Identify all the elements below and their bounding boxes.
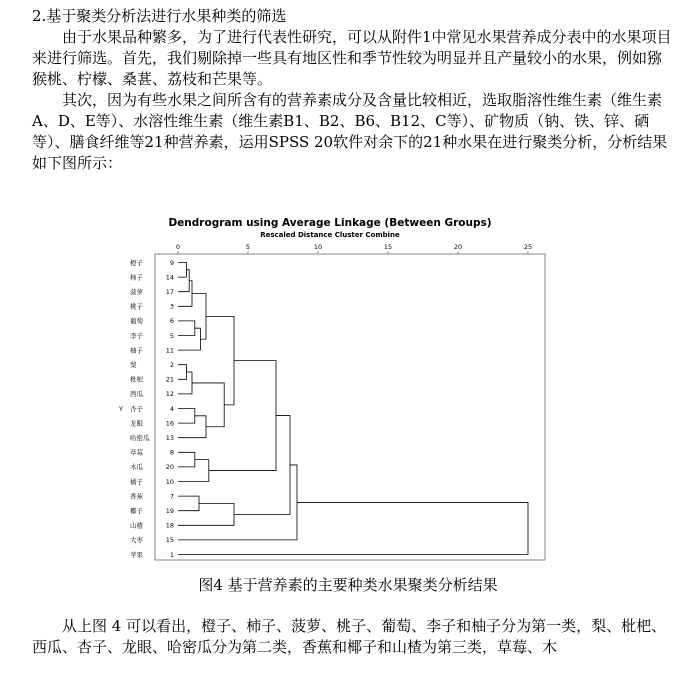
leaf-id: 4 (169, 404, 174, 413)
dendrogram-svg (108, 209, 552, 574)
dendrogram-link (178, 409, 195, 424)
leaf-name: 苹果 (130, 550, 143, 559)
leaf-id: 20 (165, 463, 174, 472)
leaf-name: 龙眼 (130, 419, 143, 428)
paragraph-2: 其次，因为有些水果之间所含有的营养素成分及含量比较相近，选取脂溶性维生素（维生素A、D、E等）、水溶性维生素（维生素B1、B2、B6、B12、C等）、矿物质（钠、铁、锌、硒等）、膳食纤维等21种营养素，运用SPSS 20软件对余下的21种水果在进行聚类分析，分析结果如下图所示： (32, 91, 668, 172)
leaf-id: 16 (165, 419, 174, 428)
leaf-id: 12 (165, 390, 174, 399)
leaf-id: 3 (169, 302, 174, 311)
leaf-id: 18 (165, 521, 174, 530)
dendrogram-branches (178, 263, 528, 555)
dendrogram-link (178, 263, 186, 278)
leaf-id: 19 (165, 507, 174, 515)
leaf-id: 11 (165, 346, 174, 355)
dendrogram-link (234, 416, 290, 515)
leaf-name: 杏子 (130, 404, 143, 413)
leaf-name: 大枣 (130, 536, 143, 545)
dendrogram-link (178, 365, 186, 380)
axis-tick-label: 10 (313, 243, 323, 251)
leaf-id: 14 (165, 273, 174, 282)
leaf-labels (118, 258, 174, 559)
figure-caption: 图4 基于营养素的主要种类水果聚类分析结果 (198, 576, 498, 594)
leaf-id: 7 (169, 492, 174, 501)
y-marker: Y (119, 404, 123, 413)
leaf-id: 5 (169, 331, 174, 340)
dendrogram-link (178, 503, 234, 525)
leaf-name: 草莓 (130, 448, 143, 457)
leaf-id: 9 (169, 258, 174, 267)
body-text-bottom (32, 616, 672, 658)
dendrogram-link (178, 502, 528, 554)
leaf-name: 葡萄 (130, 317, 143, 326)
leaf-id: 15 (165, 536, 174, 545)
section-heading: 2.基于聚类分析法进行水果种类的筛选 (32, 7, 287, 25)
leaf-name: 椰子 (130, 507, 143, 515)
dendrogram-link (178, 321, 195, 336)
dendrogram-link (178, 372, 192, 394)
leaf-id: 1 (169, 550, 174, 559)
leaf-name: 木瓜 (130, 463, 143, 472)
axis-tick-label: 20 (453, 243, 463, 251)
axis-ticks (176, 243, 532, 254)
axis-tick-label: 5 (245, 243, 251, 251)
body-text-top (32, 6, 672, 174)
leaf-id: 6 (169, 317, 174, 326)
leaf-name: 西瓜 (130, 390, 143, 399)
dendrogram-link (178, 496, 199, 511)
axis-tick-label: 15 (383, 243, 393, 251)
chart-title: Dendrogram using Average Linkage (Between Groups) (168, 217, 492, 229)
leaf-name: 菠萝 (130, 288, 143, 296)
dendrogram-link (192, 383, 224, 427)
leaf-id: 13 (165, 434, 174, 442)
leaf-id: 21 (165, 375, 174, 384)
chart-subtitle: Rescaled Distance Cluster Combine (260, 231, 400, 239)
leaf-name: 橘子 (130, 477, 143, 486)
plot-frame (155, 254, 545, 560)
leaf-id: 17 (165, 288, 174, 296)
dendrogram-link (178, 281, 192, 307)
paragraph-1: 由于水果品种繁多，为了进行代表性研究，可以从附件1中常见水果营养成分表中的水果项目来进行筛选。首先，我们剔除掉一些具有地区性和季节性较为明显并且产量较小的水果，例如猕猴桃、柠檬、桑葚、荔枝和芒果等。 (32, 28, 672, 88)
leaf-name: 李子 (130, 331, 143, 340)
leaf-name: 山楂 (130, 521, 143, 530)
dendrogram-link (178, 416, 206, 438)
leaf-id: 8 (169, 448, 174, 457)
leaf-name: 橙子 (130, 258, 143, 267)
leaf-name: 梨 (130, 361, 137, 369)
leaf-id: 2 (169, 361, 174, 369)
leaf-name: 柚子 (130, 346, 143, 355)
paragraph-3: 从上图 4 可以看出，橙子、柿子、菠萝、桃子、葡萄、李子和柚子分为第一类，梨、枇杷、西瓜、杏子、龙眼、哈密瓜分为第二类，香蕉和椰子和山楂为第三类，草莓、木 (32, 617, 667, 656)
dendrogram-link (178, 328, 200, 350)
leaf-name: 桃子 (130, 302, 143, 311)
axis-tick-label: 25 (523, 243, 533, 251)
dendrogram-figure (108, 209, 552, 574)
dendrogram-link (178, 270, 189, 292)
dendrogram-link (206, 316, 234, 405)
leaf-id: 10 (165, 477, 174, 486)
leaf-name: 香蕉 (130, 492, 143, 501)
dendrogram-link (178, 460, 209, 482)
axis-tick-label: 0 (175, 243, 181, 251)
dendrogram-link (192, 294, 206, 340)
leaf-name: 柿子 (130, 273, 143, 282)
dendrogram-link (178, 452, 195, 467)
leaf-name: 枇杷 (130, 375, 143, 384)
dendrogram-link (209, 361, 276, 471)
dendrogram-link (178, 465, 297, 540)
leaf-name: 哈密瓜 (130, 434, 150, 442)
